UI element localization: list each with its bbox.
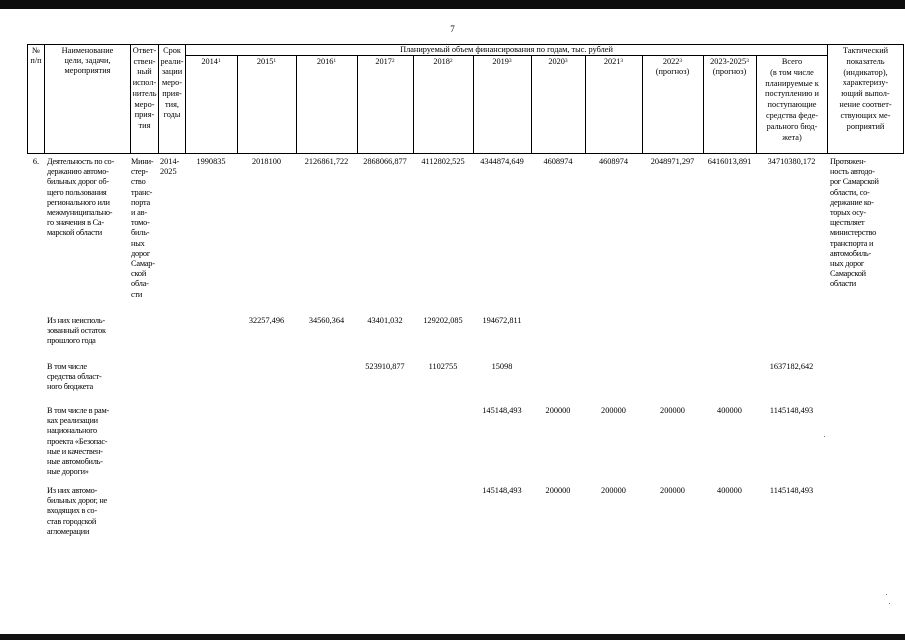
value-cell: 4112802,525 (421, 157, 465, 166)
page-number: 7 (450, 24, 455, 34)
col-header-year (703, 57, 756, 77)
row-name: В том числе средства област- ного бюджета (47, 362, 102, 392)
row-name: В том числе в рам- ках реализации национального проекта «Безопас- ные и качествен- ные автомобиль- ные дороги» (47, 406, 109, 477)
total-cell: 1145148,493 (769, 486, 814, 495)
value-cell: 523910,877 (365, 362, 405, 371)
year-note: (прогноз) (655, 67, 690, 77)
col-header-year (413, 57, 473, 67)
scan-top-border (0, 0, 905, 9)
value-cell: 194672,811 (482, 316, 522, 325)
year-footnote-mark: 1 (333, 58, 337, 64)
value-cell: 6416013,891 (707, 157, 752, 166)
value-cell: 200000 (601, 406, 626, 415)
col-header-year (531, 57, 585, 67)
value-cell: 145148,493 (482, 406, 522, 415)
total-cell: 34710380,172 (767, 157, 816, 166)
year-label: 2014 (201, 57, 218, 66)
col-header-total: Всего (в том числе планируемые к поступлению и поступающие средства феде- рального бюд- жета) (765, 57, 819, 142)
col-header-year (642, 57, 703, 77)
year-footnote-mark: 1 (217, 58, 221, 64)
col-header-name: Наименование цели, задачи, мероприятия (61, 46, 114, 76)
year-label: 2023-2025 (710, 57, 747, 66)
col-header-year (296, 57, 357, 67)
value-cell: 2126861,722 (304, 157, 349, 166)
col-header-term: Срок реали- зации меро- прия- тия, годы (160, 46, 184, 120)
year-note: (прогноз) (712, 67, 747, 77)
year-label: 2018 (433, 57, 450, 66)
year-label: 2022 (662, 57, 680, 66)
value-cell: 400000 (717, 486, 742, 495)
col-header-number: № п/п (30, 46, 42, 66)
scan-speck (824, 436, 825, 437)
year-footnote-mark: 3 (679, 58, 683, 64)
row-term: 2014- 2025 (160, 157, 180, 177)
year-footnote-mark: 1 (273, 58, 277, 64)
row-responsible: Мини- стер- ство транс- порта и ав- томо- биль- ных дорог Самар- ской обла- сти (131, 157, 155, 299)
value-cell: 4344874,649 (480, 157, 524, 166)
value-cell: 1990835 (196, 157, 226, 166)
col-header-year (473, 57, 531, 67)
year-footnote-mark: 2 (391, 58, 395, 64)
value-cell: 32257,496 (248, 316, 285, 325)
value-cell: 2048971,297 (650, 157, 695, 166)
col-header-year (357, 57, 413, 67)
year-footnote-mark: 2 (449, 58, 453, 64)
value-cell: 200000 (545, 486, 571, 495)
year-label: 2016 (316, 57, 334, 66)
row-name: Деятельность по со- держанию автомо- бильных дорог об- щего пользования регионального или межмуниципально- го значения в Са- марской области (47, 157, 114, 238)
total-cell: 1145148,493 (769, 406, 814, 415)
col-header-year (585, 57, 642, 67)
value-cell: 15098 (491, 362, 513, 371)
scan-bottom-border (0, 634, 905, 640)
year-label: 2015 (256, 57, 274, 66)
row-number: 6. (32, 157, 40, 166)
col-header-year (237, 57, 296, 67)
year-footnote-mark: 3 (620, 58, 624, 64)
col-header-indicator: Тактический показатель (индикатор), характеризу- ющий выпол- нение соответ- ствующих ме- роприятий (839, 46, 892, 131)
col-header-year (185, 57, 237, 67)
value-cell: 2868066,877 (363, 157, 407, 166)
year-label: 2020 (548, 57, 565, 66)
value-cell: 200000 (660, 406, 685, 415)
row-name: Из них неисполь- зованный остаток прошлого года (47, 316, 106, 346)
col-header-funding: Планируемый объем финансирования по годам, тыс. рублей (400, 45, 613, 54)
value-cell: 400000 (717, 406, 742, 415)
value-cell: 129202,085 (423, 316, 463, 325)
value-cell: 4608974 (543, 157, 573, 166)
row-indicator: Протяжен- ность автодо- рог Самарской области, со- держание ко- торых осу- ществляет министерство транспорта и автомобиль- ных дорог Самарской области (830, 157, 879, 289)
year-label: 2019 (492, 57, 509, 66)
year-footnote-mark: 3 (564, 58, 568, 64)
value-cell: 4608974 (598, 157, 629, 166)
value-cell: 200000 (545, 406, 571, 415)
col-header-responsible: Ответ- ствен- ный испол- нитель меро- прия- тия (132, 46, 157, 130)
total-cell: 1637182,642 (769, 362, 814, 371)
value-cell: 145148,493 (482, 486, 522, 495)
value-cell: 1102755 (428, 362, 458, 371)
year-footnote-mark: 3 (746, 58, 749, 64)
year-footnote-mark: 3 (508, 58, 512, 64)
value-cell: 34560,364 (308, 316, 345, 325)
row-name: Из них автомо- бильных дорог, не входящих в со- став городской агломерации (47, 486, 107, 536)
value-cell: 43401,032 (367, 316, 403, 325)
scan-speck (886, 594, 887, 595)
scan-speck (889, 603, 890, 604)
value-cell: 2018100 (251, 157, 282, 166)
year-label: 2017 (375, 57, 392, 66)
value-cell: 200000 (660, 486, 685, 495)
value-cell: 200000 (601, 486, 626, 495)
year-label: 2021 (603, 57, 621, 66)
